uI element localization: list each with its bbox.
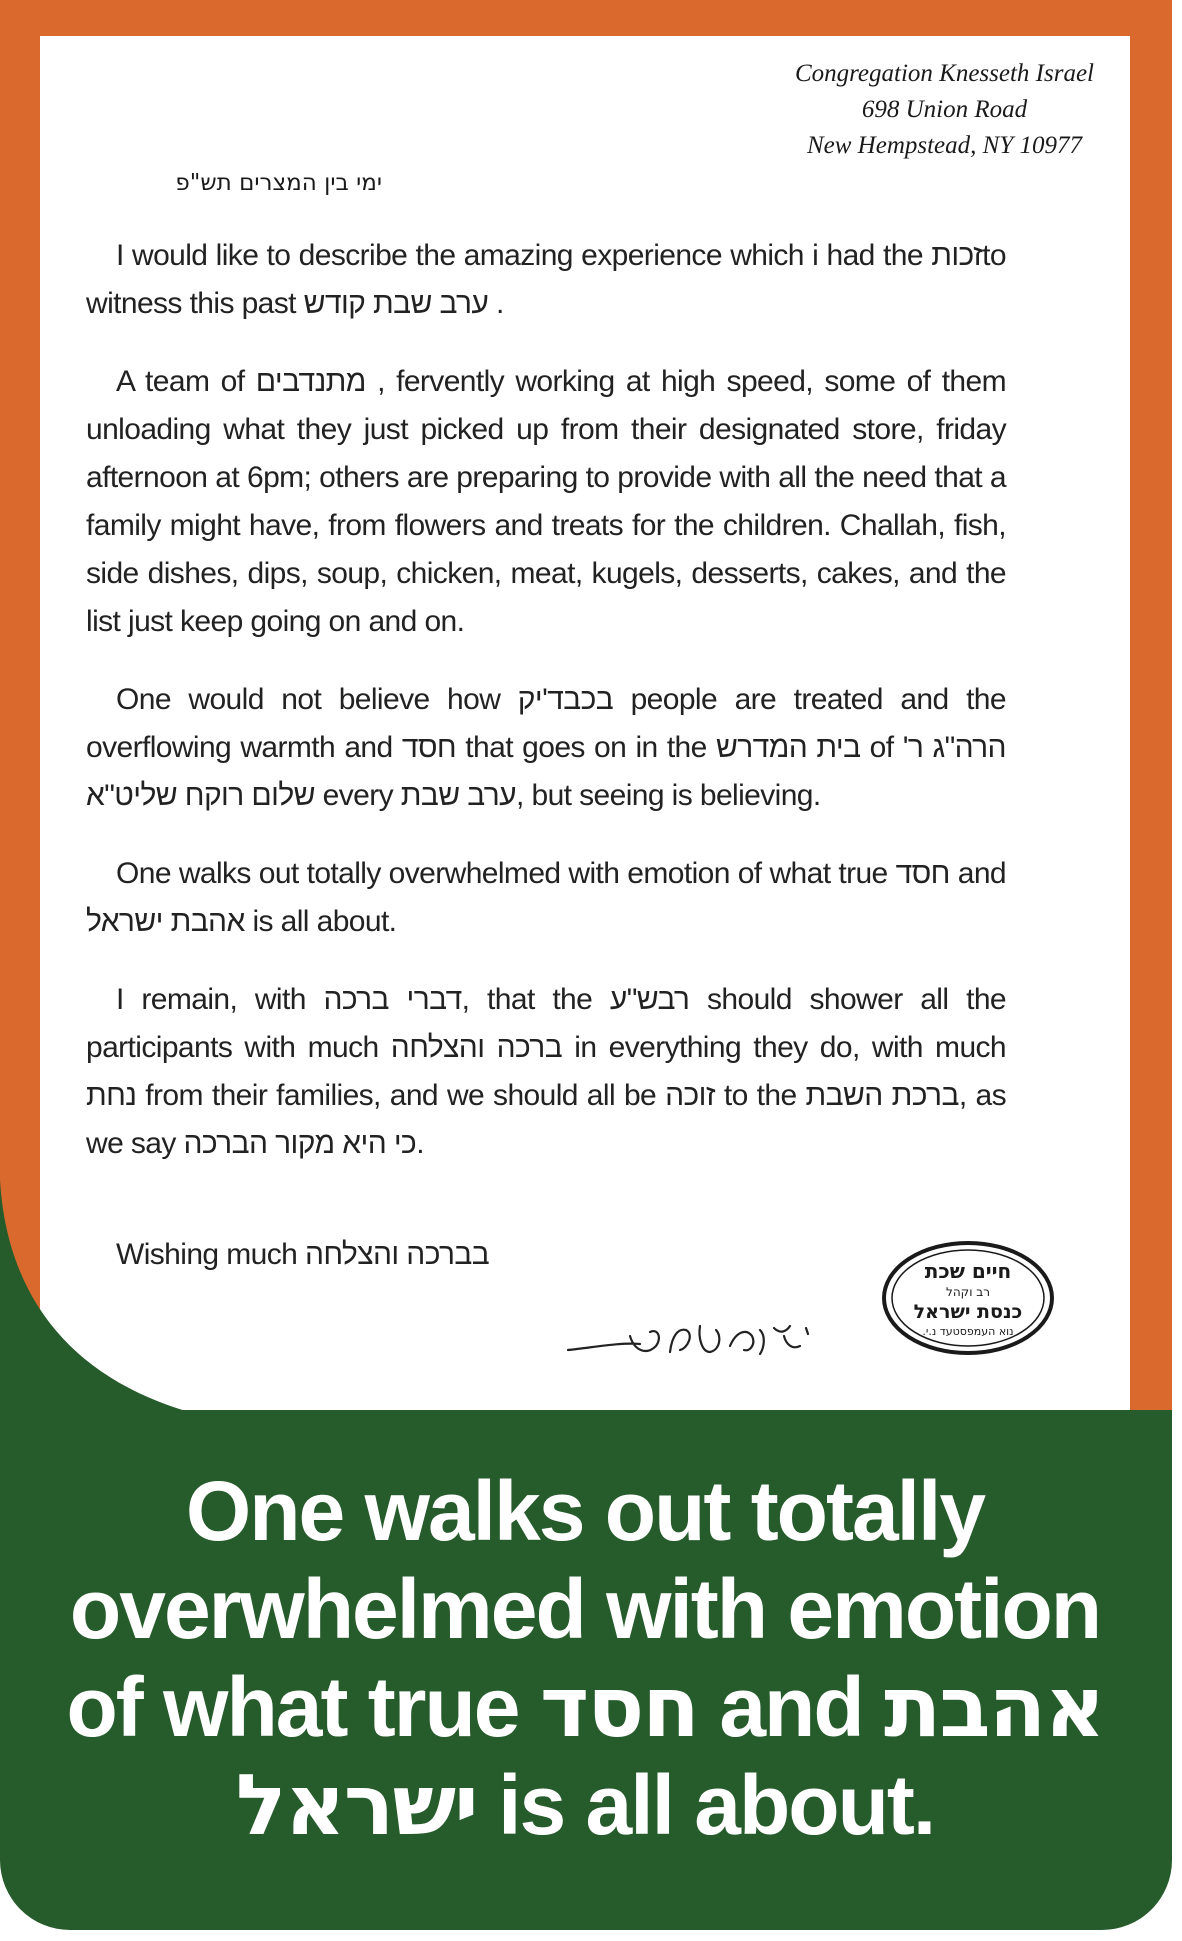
- hebrew-phrase: בברכה והצלחה: [304, 1238, 490, 1271]
- handwritten-signature: [560, 1306, 820, 1372]
- letter-body: [86, 232, 1006, 1198]
- address-line-2: 698 Union Road: [861, 96, 1028, 123]
- hebrew-phrase: ערב שבת: [400, 779, 517, 812]
- hebrew-phrase: רבש"ע: [609, 983, 690, 1016]
- hebrew-phrase: חסד: [401, 731, 457, 764]
- hebrew-phrase: אהבת ישראל: [86, 905, 245, 938]
- hebrew-phrase: כי היא מקור הברכה: [183, 1127, 417, 1160]
- letterhead-address: [795, 56, 1094, 164]
- hebrew-date: ימי בין המצרים תש"פ: [175, 170, 382, 196]
- hebrew-phrase: בית המדרש: [715, 731, 861, 764]
- svg-text:כנסת ישראל: כנסת ישראל: [913, 1301, 1023, 1323]
- hebrew-phrase: זכות: [931, 239, 983, 272]
- hebrew-phrase: נחת: [86, 1079, 137, 1112]
- paragraph-1: I would like to describe the amazing experience which i had the זכותto witness this past ערב שבת קודש .: [86, 239, 1006, 320]
- svg-text:רב וקהל: רב וקהל: [946, 1285, 990, 1299]
- hebrew-phrase: ערב שבת קודש: [303, 287, 489, 320]
- paragraph-4: One walks out totally overwhelmed with emotion of what true חסד and אהבת ישראל is all about.: [86, 857, 1006, 938]
- paragraph-5: I remain, with דברי ברכה, that the רבש"ע should shower all the participants with much ברכה והצלחה in everything they do, with much נחת from their families, and we should all be זוכה to the ברכת השבת, as we say כי היא מקור הברכה.: [86, 983, 1007, 1160]
- hebrew-phrase: דברי ברכה: [323, 983, 462, 1016]
- paragraph-2: A team of מתנדבים , fervently working at high speed, some of them unloading what they just picked up from their designated store, friday afternoon at 6pm; others are preparing to provide with all the need that a family might have, from flowers and treats for the children. Challah, fish, side dishes, dips, soup, chicken, meat, kugels, desserts, cakes, and the list just keep going on and on.: [86, 365, 1006, 638]
- address-line-1: Congregation Knesseth Israel: [794, 60, 1094, 87]
- hebrew-phrase: ברכה והצלחה: [390, 1031, 563, 1064]
- address-line-3: New Hempstead, NY 10977: [806, 132, 1082, 159]
- closing-line: Wishing much בברכה והצלחה: [116, 1238, 490, 1271]
- hebrew-phrase: בכבד'יק: [517, 683, 614, 716]
- paragraph-3: One would not believe how בכבד'יק people are treated and the overflowing warmth and חסד that goes on in the בית המדרש of הרה"ג ר' שלום רוקח שליט"א every ערב שבת, but seeing is believing.: [86, 683, 1006, 812]
- hebrew-phrase: ברכת השבת: [805, 1079, 959, 1112]
- hebrew-phrase: הרה"ג ר' שלום רוקח שליט"א: [86, 731, 1006, 812]
- hebrew-phrase: חסד: [539, 1658, 698, 1756]
- hebrew-phrase: חסד: [895, 857, 950, 890]
- pull-quote: One walks out totally overwhelmed with emotion of what true חסד and אהבת ישראל is all about.: [66, 1464, 1104, 1854]
- hebrew-phrase: מתנדבים: [255, 365, 366, 398]
- svg-text:נוא העמפסטעד נ.י.: נוא העמפסטעד נ.י.: [922, 1325, 1014, 1338]
- svg-text:חיים שכת: חיים שכת: [924, 1259, 1012, 1283]
- hebrew-phrase: זוכה: [665, 1079, 715, 1112]
- rabbi-stamp: [880, 1238, 1056, 1358]
- hebrew-phrase: אהבת ישראל: [235, 1658, 1104, 1854]
